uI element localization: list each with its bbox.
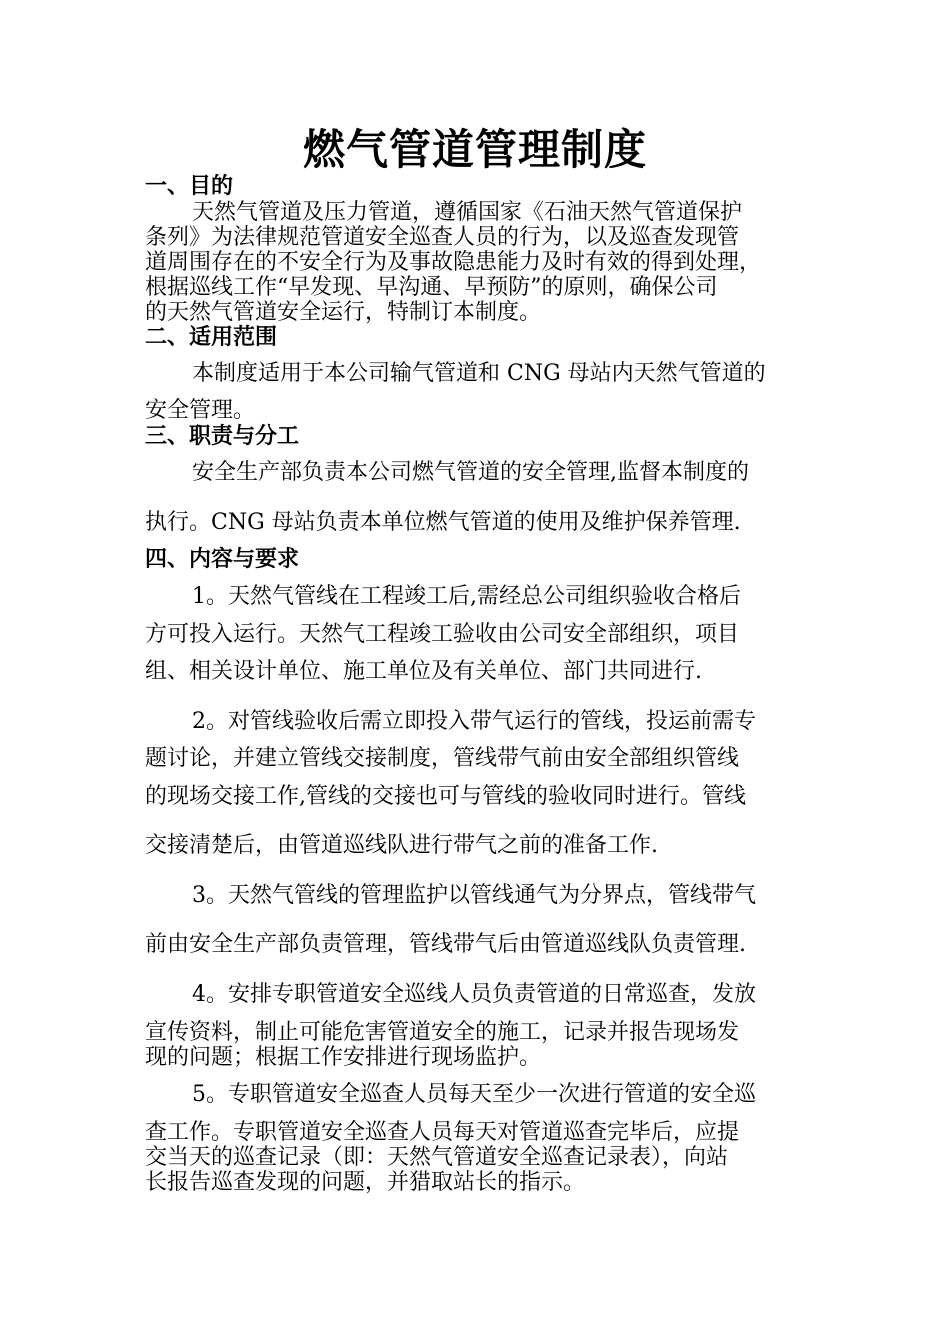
- list-item-line: 查工作。专职管道安全巡查人员每天对管道巡查完毕后，应提: [145, 1120, 740, 1145]
- paragraph-line: 的天然气管道安全运行，特制订本制度。: [145, 300, 542, 325]
- paragraph-line: 天然气管道及压力管道，遵循国家《石油天然气管道保护: [192, 200, 743, 225]
- list-item-line: 的现场交接工作,管线的交接也可与管线的验收同时进行。管线: [145, 784, 746, 809]
- list-item-line: 3。天然气管线的管理监护以管线通气为分界点，管线带气: [192, 883, 756, 908]
- paragraph-line: 安全管理。: [145, 398, 256, 423]
- list-item-line: 方可投入运行。天然气工程竣工验收由公司安全部组织，项目: [145, 622, 740, 647]
- list-item-line: 组、相关设计单位、施工单位及有关单位、部门共同进行.: [145, 659, 702, 684]
- list-item-line: 1。天然气管线在工程竣工后,需经总公司组织验收合格后: [192, 584, 741, 609]
- list-item-line: 交接清楚后，由管道巡线队进行带气之前的准备工作.: [145, 833, 658, 858]
- paragraph-line: 道周围存在的不安全行为及事故隐患能力及时有效的得到处理，: [145, 250, 762, 275]
- list-item-line: 5。专职管道安全巡查人员每天至少一次进行管道的安全巡: [192, 1082, 756, 1107]
- paragraph-line: 执行。CNG 母站负责本单位燃气管道的使用及维护保养管理.: [145, 510, 741, 535]
- section-heading-requirements: 四、内容与要求: [145, 547, 300, 572]
- list-item-line: 2。对管线验收后需立即投入带气运行的管线，投运前需专: [192, 709, 756, 734]
- list-item-line: 宣传资料，制止可能危害管道安全的施工，记录并报告现场发: [145, 1020, 740, 1045]
- document-title: 燃气管道管理制度: [302, 125, 647, 174]
- list-item-line: 前由安全生产部负责管理，管线带气后由管道巡线队负责管理.: [145, 932, 746, 957]
- paragraph-line: 根据巡线工作“早发现、早沟通、早预防”的原则，确保公司: [145, 275, 718, 300]
- list-item-line: 长报告巡查发现的问题，并猎取站长的指示。: [145, 1170, 586, 1195]
- list-item-line: 现的问题；根据工作安排进行现场监护。: [145, 1045, 542, 1070]
- list-item-line: 题讨论，并建立管线交接制度，管线带气前由安全部组织管线: [145, 746, 740, 771]
- paragraph-line: 条列》为法律规范管道安全巡查人员的行为，以及巡查发现管: [145, 225, 740, 250]
- section-heading-scope: 二、适用范围: [145, 325, 278, 350]
- section-heading-purpose: 一、目的: [145, 174, 234, 199]
- list-item-line: 4。安排专职管道安全巡线人员负责管道的日常巡查，发放: [192, 982, 756, 1007]
- paragraph-line: 本制度适用于本公司输气管道和 CNG 母站内天然气管道的: [192, 361, 766, 386]
- section-heading-responsibilities: 三、职责与分工: [145, 424, 300, 449]
- paragraph-line: 安全生产部负责本公司燃气管道的安全管理,监督本制度的: [192, 460, 749, 485]
- list-item-line: 交当天的巡查记录（即：天然气管道安全巡查记录表），向站: [145, 1145, 729, 1170]
